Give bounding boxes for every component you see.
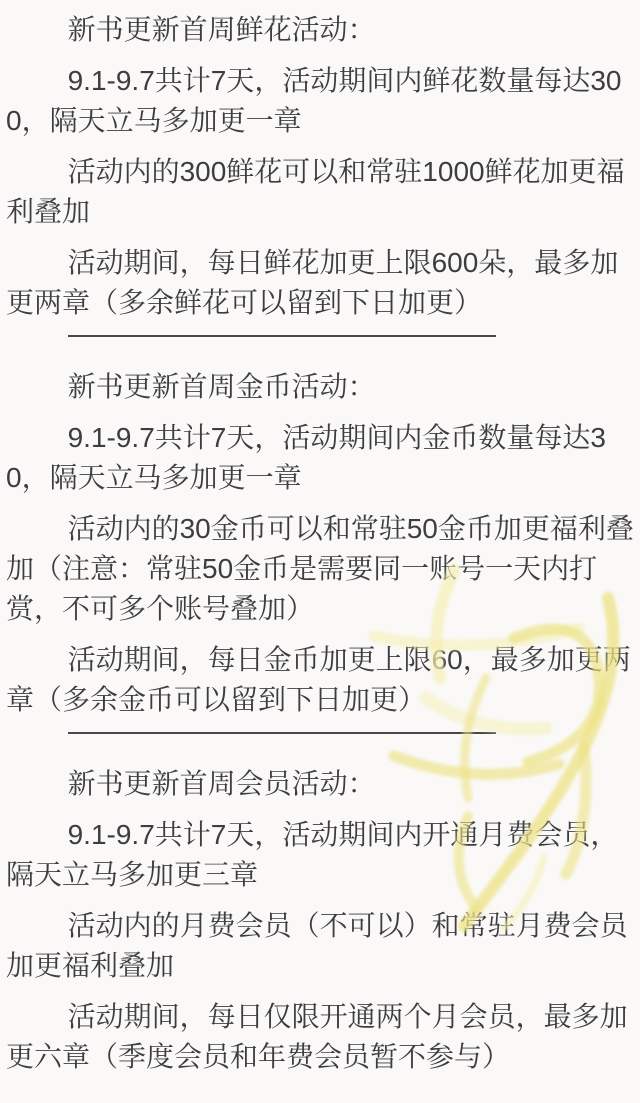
section-coin-activity bbox=[6, 367, 634, 720]
paragraph: 活动内的300鲜花可以和常驻1000鲜花加更福利叠加 bbox=[6, 156, 625, 227]
paragraph: 活动期间，每日金币加更上限60，最多加更两章（多余金币可以留到下日加更） bbox=[6, 644, 631, 715]
paragraph: 活动期间，每日仅限开通两个月会员，最多加更六章（季度会员和年费会员暂不参与） bbox=[6, 1001, 628, 1072]
section-heading: 新书更新首周会员活动： bbox=[67, 768, 376, 799]
section-divider bbox=[68, 732, 496, 734]
section-heading: 新书更新首周金币活动： bbox=[67, 371, 376, 402]
paragraph: 活动内的30金币可以和常驻50金币加更福利叠加（注意：常驻50金币是需要同一账号一天内打赏，不可多个账号叠加） bbox=[6, 513, 634, 624]
paragraph: 活动内的月费会员（不可以）和常驻月费会员加更福利叠加 bbox=[6, 910, 628, 981]
paragraph: 9.1-9.7共计7天，活动期间内开通月费会员，隔天立马多加更三章 bbox=[6, 819, 619, 890]
paragraph: 9.1-9.7共计7天，活动期间内鲜花数量每达300，隔天立马多加更一章 bbox=[6, 65, 622, 136]
paragraph: 活动期间，每日鲜花加更上限600朵，最多加更两章（多余鲜花可以留到下日加更） bbox=[6, 247, 619, 318]
paragraph: 9.1-9.7共计7天，活动期间内金币数量每达30，隔天立马多加更一章 bbox=[6, 422, 606, 493]
section-divider bbox=[68, 335, 496, 337]
section-heading: 新书更新首周鲜花活动： bbox=[67, 14, 376, 45]
section-flower-activity bbox=[6, 10, 634, 323]
section-membership-activity bbox=[6, 764, 634, 1077]
